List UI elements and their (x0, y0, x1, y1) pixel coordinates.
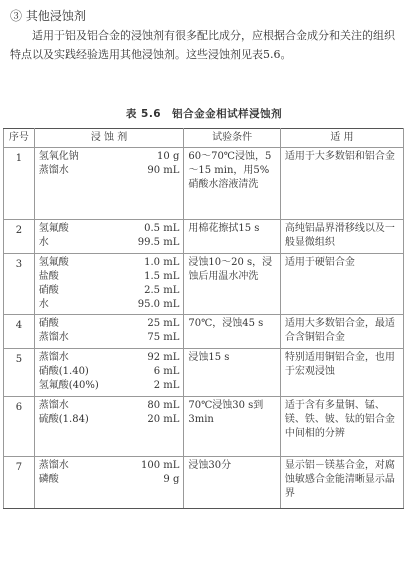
cell-reagents (34, 315, 184, 349)
cell-use: 高纯铝晶界滑移线以及一般显微组织 (280, 220, 403, 254)
reagent-name: 硝酸(1.40) (38, 366, 89, 377)
reagent-name: 硝酸 (38, 285, 59, 296)
cell-reagents (34, 220, 184, 254)
cell-reagents (34, 457, 184, 509)
cell-use: 适于含有多量铜、锰、镁、铁、铍、钛的铝合金中间相的分辨 (280, 397, 403, 457)
section-heading: ③ 其他浸蚀剂 (10, 9, 86, 23)
reagent-name: 蒸馏水 (38, 460, 69, 471)
reagent-amount: 92 mL (147, 352, 180, 363)
table-row (4, 315, 404, 349)
reagent-amount: 95.0 mL (137, 299, 180, 310)
cell-use: 显示铝－镁基合金，对腐蚀敏感合金能清晰显示晶界 (280, 457, 403, 509)
reagent-line (39, 379, 180, 393)
reagent-line (39, 236, 180, 250)
reagent-line (39, 150, 180, 164)
reagent-amount: 80 mL (147, 400, 180, 411)
reagent-line (39, 351, 180, 365)
cell-no: 4 (4, 315, 35, 349)
reagent-name: 盐酸 (38, 271, 59, 282)
table-row (4, 254, 404, 315)
reagent-name: 水 (38, 237, 49, 248)
cell-no: 1 (4, 148, 35, 220)
reagent-line (39, 473, 180, 487)
reagent-name: 蒸馏水 (38, 400, 69, 411)
reagent-name: 蒸馏水 (38, 332, 69, 343)
reagent-name: 氢氟酸 (38, 257, 69, 268)
cell-reagents (34, 349, 184, 397)
cell-conditions: 浸蚀15 s (184, 349, 281, 397)
reagent-name: 蒸馏水 (38, 165, 69, 176)
reagent-line (39, 270, 180, 284)
table-body (4, 148, 404, 509)
reagent-line (39, 331, 180, 345)
cell-conditions: 浸蚀10～20 s，浸蚀后用温水冲洗 (184, 254, 281, 315)
table-header-row (4, 129, 404, 148)
intro-paragraph: 适用于铝及铝合金的浸蚀剂有很多配比成分，应根据合金成分和关注的组织特点以及实践经验选用其他浸蚀剂。这些浸蚀剂见表5.6。 (10, 29, 395, 61)
table-row (4, 349, 404, 397)
reagent-amount: 6 mL (153, 366, 180, 377)
reagent-amount: 2 mL (153, 380, 180, 391)
header-use: 适 用 (280, 129, 403, 148)
reagent-name: 硫酸(1.84) (38, 414, 89, 425)
reagent-amount: 1.0 mL (144, 257, 180, 268)
reagent-line (39, 256, 180, 270)
cell-conditions: 用棉花擦拭15 s (184, 220, 281, 254)
cell-reagents (34, 148, 184, 220)
reagent-name: 氢氧化钠 (38, 151, 79, 162)
reagent-line (39, 399, 180, 413)
reagent-amount: 0.5 mL (144, 223, 180, 234)
reagent-line (39, 365, 180, 379)
reagent-amount: 20 mL (147, 414, 180, 425)
reagent-amount: 99.5 mL (137, 237, 180, 248)
reagent-line (39, 284, 180, 298)
table-caption: 表 5.6 铝合金金相试样浸蚀剂 (125, 108, 283, 120)
cell-use: 适用于大多数铝和铝合金 (280, 148, 403, 220)
table-row (4, 457, 404, 509)
reagent-name: 氢氟酸(40%) (38, 380, 99, 391)
reagent-name: 磷酸 (38, 474, 59, 485)
etchant-table (3, 128, 404, 509)
reagent-name: 氢氟酸 (38, 223, 69, 234)
table-row (4, 397, 404, 457)
cell-no: 5 (4, 349, 35, 397)
cell-conditions: 70℃，浸蚀45 s (184, 315, 281, 349)
header-reagent: 浸 蚀 剂 (34, 129, 184, 148)
reagent-name: 蒸馏水 (38, 352, 69, 363)
reagent-amount: 90 mL (147, 165, 180, 176)
cell-conditions: 浸蚀30分 (184, 457, 281, 509)
reagent-amount: 1.5 mL (144, 271, 180, 282)
reagent-line (39, 317, 180, 331)
reagent-line (39, 298, 180, 312)
cell-conditions: 70℃浸蚀30 s到3min (184, 397, 281, 457)
cell-use: 特别适用铜铝合金，也用于宏观浸蚀 (280, 349, 403, 397)
reagent-amount: 100 mL (140, 460, 180, 471)
reagent-line (39, 459, 180, 473)
cell-no: 7 (4, 457, 35, 509)
reagent-amount: 75 mL (147, 332, 180, 343)
cell-conditions: 60～70℃浸蚀，5～15 min，用5%硝酸水溶液清洗 (184, 148, 281, 220)
reagent-name: 硝酸 (38, 318, 59, 329)
reagent-amount: 9 g (163, 474, 180, 485)
cell-no: 6 (4, 397, 35, 457)
cell-reagents (34, 254, 184, 315)
cell-no: 2 (4, 220, 35, 254)
cell-use: 适用大多数铝合金，最适合含铜铝合金 (280, 315, 403, 349)
reagent-name: 水 (38, 299, 49, 310)
cell-use: 适用于硬铝合金 (280, 254, 403, 315)
reagent-amount: 25 mL (147, 318, 180, 329)
reagent-amount: 10 g (157, 151, 180, 162)
reagent-line (39, 164, 180, 178)
reagent-amount: 2.5 mL (144, 285, 180, 296)
reagent-line (39, 222, 180, 236)
table-row (4, 148, 404, 220)
table-row (4, 220, 404, 254)
header-conditions: 试验条件 (184, 129, 281, 148)
cell-no: 3 (4, 254, 35, 315)
header-no: 序号 (4, 129, 35, 148)
cell-reagents (34, 397, 184, 457)
reagent-line (39, 413, 180, 427)
